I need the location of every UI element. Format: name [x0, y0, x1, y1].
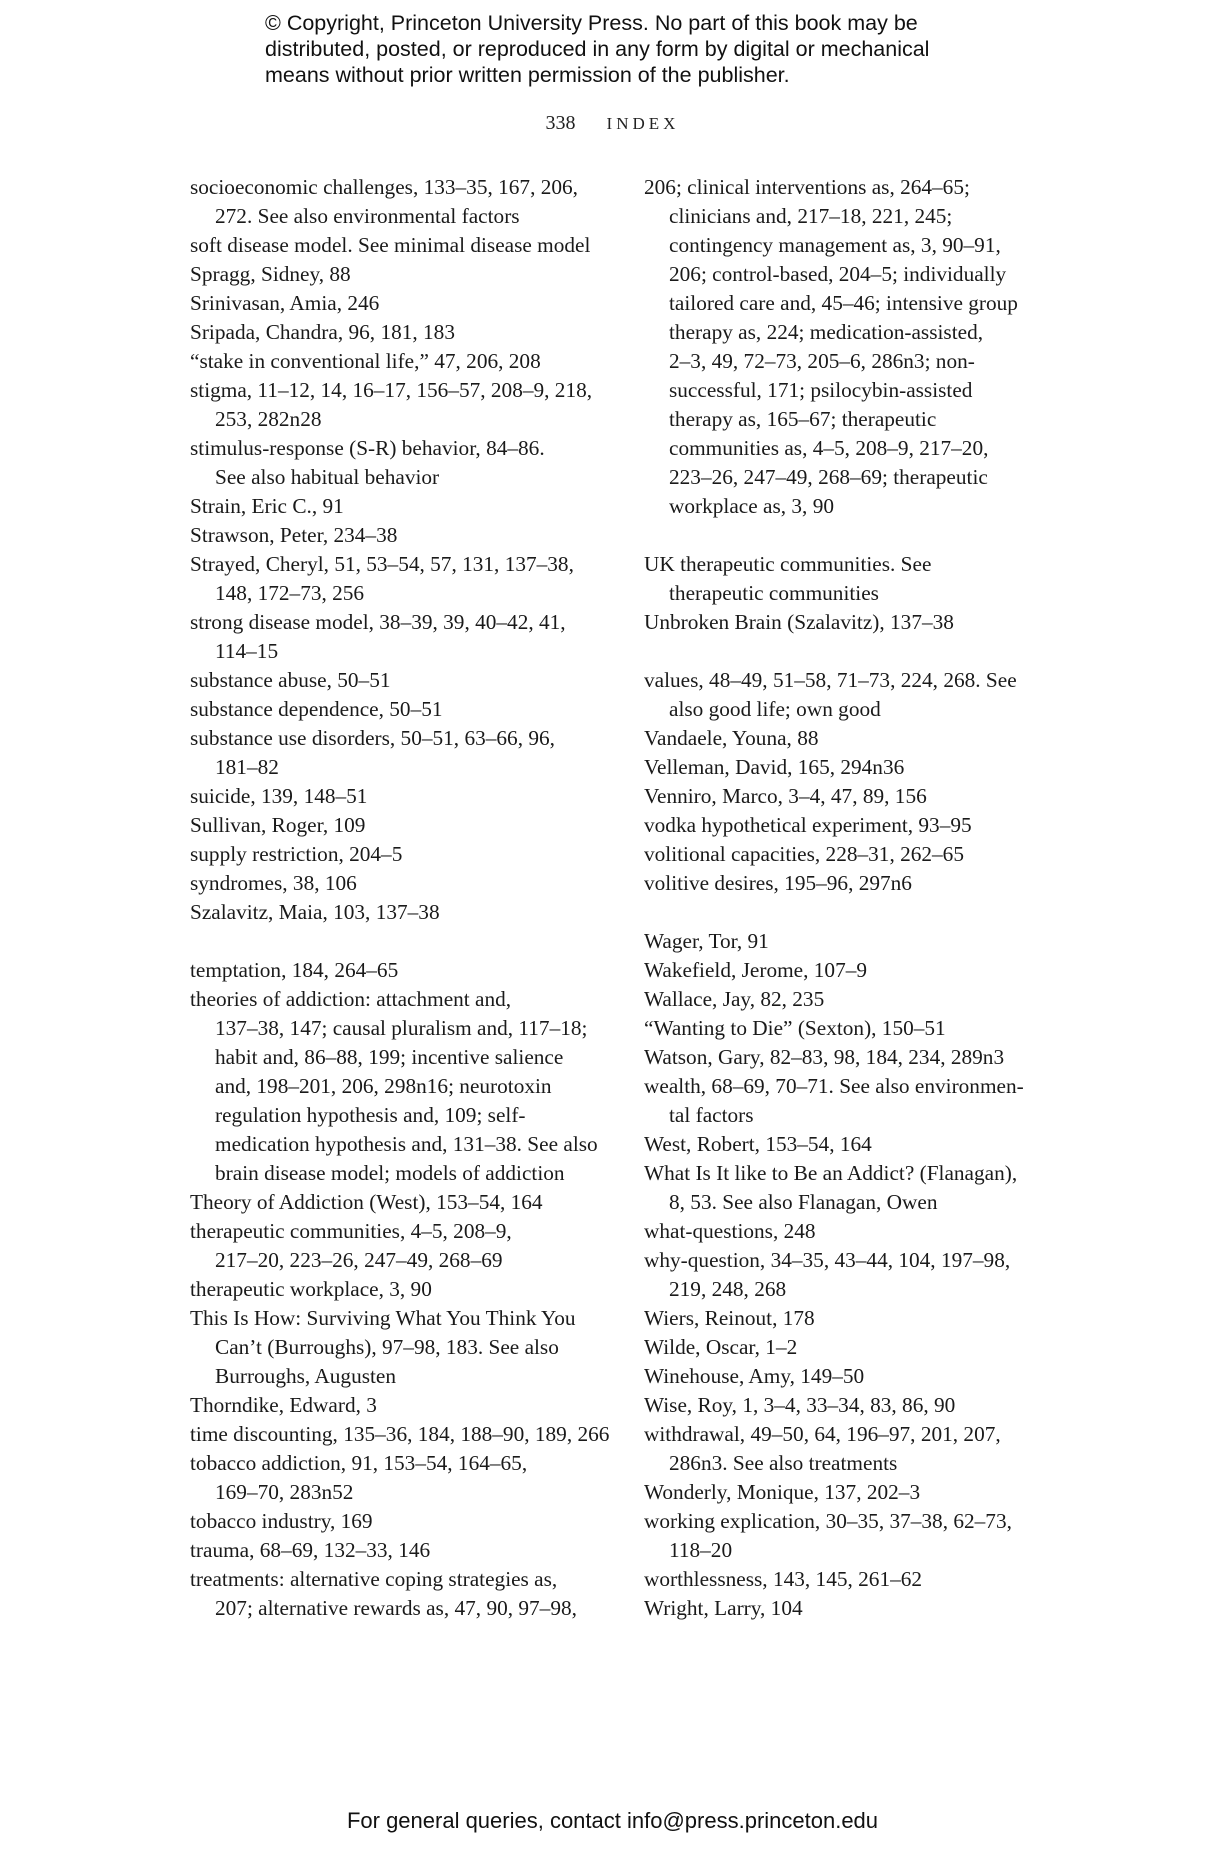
index-entry	[190, 724, 608, 782]
running-head	[0, 112, 1225, 135]
copyright-line: means without prior written permission of the publisher.	[265, 63, 790, 87]
index-entry-line: strong disease model, 38–39, 39, 40–42, 41,	[190, 610, 566, 634]
index-entry-continuation: workplace as, 3, 90	[669, 494, 834, 518]
index-entry	[190, 666, 608, 695]
index-entry-continuation: Can’t (Burroughs), 97–98, 183. See also	[215, 1335, 559, 1359]
index-entry	[644, 1043, 1062, 1072]
index-entry-line: time discounting, 135–36, 184, 188–90, 189, 266	[190, 1422, 610, 1446]
index-entry	[190, 1536, 608, 1565]
index-entry-line: Strawson, Peter, 234–38	[190, 523, 398, 547]
index-entry-continuation: regulation hypothesis and, 109; self-	[215, 1103, 526, 1127]
index-entry-line: substance abuse, 50–51	[190, 668, 391, 692]
index-entry-line: Wiers, Reinout, 178	[644, 1306, 815, 1330]
index-entry-continuation: therapy as, 165–67; therapeutic	[669, 407, 937, 431]
index-entry-line: syndromes, 38, 106	[190, 871, 357, 895]
footer-contact: For general queries, contact info@press.princeton.edu	[346, 1808, 879, 1833]
index-entry-line: tobacco industry, 169	[190, 1509, 373, 1533]
index-entry	[190, 492, 608, 521]
index-entry-continuation: 181–82	[215, 755, 279, 779]
index-entry	[644, 666, 1062, 724]
index-entry-continuation: 169–70, 283n52	[215, 1480, 354, 1504]
index-entry-continuation: tal factors	[669, 1103, 754, 1127]
index-entry	[644, 927, 1062, 956]
index-entry-line: Szalavitz, Maia, 103, 137–38	[190, 900, 440, 924]
index-entry-line: trauma, 68–69, 132–33, 146	[190, 1538, 431, 1562]
index-entry	[190, 260, 608, 289]
index-entry-continuation: 8, 53. See also Flanagan, Owen	[669, 1190, 938, 1214]
index-entry	[190, 231, 608, 260]
index-entry-line: Spragg, Sidney, 88	[190, 262, 351, 286]
index-entry	[190, 1420, 608, 1449]
index-entry	[644, 1333, 1062, 1362]
index-entry-continuation: 223–26, 247–49, 268–69; therapeutic	[669, 465, 988, 489]
index-entry	[190, 1507, 608, 1536]
index-entry	[644, 1217, 1062, 1246]
index-entry-line: worthlessness, 143, 145, 261–62	[644, 1567, 923, 1591]
index-entry-continuation: 207; alternative rewards as, 47, 90, 97–98,	[215, 1596, 577, 1620]
index-entry-line: What Is It like to Be an Addict? (Flanagan),	[644, 1161, 1018, 1185]
index-entry	[644, 1362, 1062, 1391]
index-entry	[190, 985, 608, 1188]
index-entry-continuation: 148, 172–73, 256	[215, 581, 365, 605]
letter-group-gap	[644, 521, 1062, 550]
index-entry	[190, 811, 608, 840]
copyright-notice	[265, 10, 1025, 88]
index-entry	[644, 1391, 1062, 1420]
index-entry-line: West, Robert, 153–54, 164	[644, 1132, 872, 1156]
index-entry-line: 206; clinical interventions as, 264–65;	[644, 175, 970, 199]
index-entry-line: Wright, Larry, 104	[644, 1596, 803, 1620]
index-entry-continuation: 114–15	[215, 639, 279, 663]
index-entry-continuation: 272. See also environmental factors	[215, 204, 520, 228]
index-entry-continuation: 206; control-based, 204–5; individually	[669, 262, 1007, 286]
index-entry	[644, 550, 1062, 608]
index-entry-line: substance dependence, 50–51	[190, 697, 443, 721]
index-entry-continuation: clinicians and, 217–18, 221, 245;	[669, 204, 953, 228]
index-entry-line: stigma, 11–12, 14, 16–17, 156–57, 208–9, 218,	[190, 378, 593, 402]
index-entry	[190, 695, 608, 724]
index-entry-continuation: See also habitual behavior	[215, 465, 440, 489]
index-entry	[190, 1304, 608, 1391]
index-entry	[190, 347, 608, 376]
index-entry	[190, 840, 608, 869]
index-entry-line: Thorndike, Edward, 3	[190, 1393, 377, 1417]
index-entry	[644, 1565, 1062, 1594]
index-entry-line: Strayed, Cheryl, 51, 53–54, 57, 131, 137–38,	[190, 552, 574, 576]
index-entry-line: Winehouse, Amy, 149–50	[644, 1364, 865, 1388]
index-entry-line: UK therapeutic communities. See	[644, 552, 932, 576]
index-entry-continuation: 217–20, 223–26, 247–49, 268–69	[215, 1248, 503, 1272]
index-column-left	[190, 173, 608, 1623]
letter-group-gap	[190, 927, 608, 956]
letter-group-gap	[644, 637, 1062, 666]
index-entry-line: Wager, Tor, 91	[644, 929, 769, 953]
index-entry-continuation: brain disease model; models of addiction	[215, 1161, 565, 1185]
index-entry-continuation: communities as, 4–5, 208–9, 217–20,	[669, 436, 989, 460]
index-entry-line: Wakefield, Jerome, 107–9	[644, 958, 868, 982]
index-entry	[190, 869, 608, 898]
index-entry	[644, 1594, 1062, 1623]
index-entry	[644, 985, 1062, 1014]
index-entry-line: Srinivasan, Amia, 246	[190, 291, 380, 315]
index-entry	[644, 724, 1062, 753]
index-entry-continuation: contingency management as, 3, 90–91,	[669, 233, 1001, 257]
index-entry-line: This Is How: Surviving What You Think You	[190, 1306, 576, 1330]
index-entry-continuation: 2–3, 49, 72–73, 205–6, 286n3; non-	[669, 349, 975, 373]
index-entry	[190, 956, 608, 985]
index-entry-line: stimulus-response (S-R) behavior, 84–86.	[190, 436, 545, 460]
index-entry	[190, 1217, 608, 1275]
index-entry-line: suicide, 139, 148–51	[190, 784, 368, 808]
index-entry-line: therapeutic communities, 4–5, 208–9,	[190, 1219, 512, 1243]
index-entry-continuation: habit and, 86–88, 199; incentive salience	[215, 1045, 564, 1069]
index-entry	[190, 1449, 608, 1507]
index-entry-line: volitional capacities, 228–31, 262–65	[644, 842, 964, 866]
index-entry	[644, 840, 1062, 869]
index-entry-line: Velleman, David, 165, 294n36	[644, 755, 905, 779]
index-entry-line: values, 48–49, 51–58, 71–73, 224, 268. See	[644, 668, 1017, 692]
index-entry-line: volitive desires, 195–96, 297n6	[644, 871, 912, 895]
index-entry-continuation: 219, 248, 268	[669, 1277, 787, 1301]
index-entry-line: soft disease model. See minimal disease model	[190, 233, 591, 257]
index-entry	[644, 956, 1062, 985]
index-entry-line: withdrawal, 49–50, 64, 196–97, 201, 207,	[644, 1422, 1001, 1446]
index-entry	[644, 1130, 1062, 1159]
index-entry	[644, 1507, 1062, 1565]
index-entry-line: “stake in conventional life,” 47, 206, 208	[190, 349, 541, 373]
index-entry	[190, 289, 608, 318]
index-entry	[190, 898, 608, 927]
index-entry-line: theories of addiction: attachment and,	[190, 987, 512, 1011]
index-entry	[644, 608, 1062, 637]
index-entry	[644, 1246, 1062, 1304]
index-entry-line: why-question, 34–35, 43–44, 104, 197–98,	[644, 1248, 1011, 1272]
index-entry	[644, 869, 1062, 898]
index-entry-line: Unbroken Brain (Szalavitz), 137–38	[644, 610, 954, 634]
index-column-right	[644, 173, 1062, 1623]
section-title: INDEX	[606, 114, 680, 133]
index-entry-continuation: also good life; own good	[669, 697, 881, 721]
index-entry-line: tobacco addiction, 91, 153–54, 164–65,	[190, 1451, 528, 1475]
index-entry-line: treatments: alternative coping strategies as,	[190, 1567, 558, 1591]
index-entry-continuation: therapy as, 224; medication-assisted,	[669, 320, 984, 344]
index-entry-line: therapeutic workplace, 3, 90	[190, 1277, 432, 1301]
index-entry-line: what-questions, 248	[644, 1219, 816, 1243]
index-entry	[190, 782, 608, 811]
index-entry-line: Venniro, Marco, 3–4, 47, 89, 156	[644, 784, 927, 808]
index-entry-continuation: 253, 282n28	[215, 407, 322, 431]
index-entry-line: supply restriction, 204–5	[190, 842, 403, 866]
index-entry-continuation: medication hypothesis and, 131–38. See also	[215, 1132, 598, 1156]
index-entry	[190, 1391, 608, 1420]
index-entry-continuation: 137–38, 147; causal pluralism and, 117–18;	[215, 1016, 588, 1040]
letter-group-gap	[644, 898, 1062, 927]
index-entry	[190, 376, 608, 434]
index-entry-line: “Wanting to Die” (Sexton), 150–51	[644, 1016, 946, 1040]
index-entry-line: Theory of Addiction (West), 153–54, 164	[190, 1190, 543, 1214]
copyright-line: distributed, posted, or reproduced in any form by digital or mechanical	[265, 37, 930, 61]
index-entry	[644, 811, 1062, 840]
index-entry-line: Sullivan, Roger, 109	[190, 813, 366, 837]
index-entry	[190, 521, 608, 550]
index-entry	[644, 753, 1062, 782]
index-entry-line: working explication, 30–35, 37–38, 62–73,	[644, 1509, 1012, 1533]
index-entry-line: Wallace, Jay, 82, 235	[644, 987, 825, 1011]
index-entry	[190, 1188, 608, 1217]
index-entry-line: substance use disorders, 50–51, 63–66, 96,	[190, 726, 555, 750]
index-entry	[644, 1159, 1062, 1217]
index-entry-line: socioeconomic challenges, 133–35, 167, 206,	[190, 175, 578, 199]
index-entry-line: Watson, Gary, 82–83, 98, 184, 234, 289n3	[644, 1045, 1005, 1069]
index-entry	[190, 1275, 608, 1304]
index-entry-continuation: therapeutic communities	[669, 581, 879, 605]
index-entry	[190, 434, 608, 492]
index-entry-continuation: 118–20	[669, 1538, 733, 1562]
index-entry-line: Vandaele, Youna, 88	[644, 726, 819, 750]
index-entry	[644, 1014, 1062, 1043]
index-entry-continuation: Burroughs, Augusten	[215, 1364, 397, 1388]
index-entry	[644, 1072, 1062, 1130]
index-entry	[644, 1420, 1062, 1478]
page-number: 338	[545, 112, 576, 134]
index-entry-line: Sripada, Chandra, 96, 181, 183	[190, 320, 455, 344]
index-entry-line: Wonderly, Monique, 137, 202–3	[644, 1480, 921, 1504]
index-entry	[190, 550, 608, 608]
index-entry	[190, 318, 608, 347]
index-entry	[644, 173, 1062, 521]
index-entry-line: wealth, 68–69, 70–71. See also environmen-	[644, 1074, 1024, 1098]
index-entry-line: Wilde, Oscar, 1–2	[644, 1335, 798, 1359]
index-entry-continuation: 286n3. See also treatments	[669, 1451, 898, 1475]
index-entry	[644, 1478, 1062, 1507]
index-entry-continuation: and, 198–201, 206, 298n16; neurotoxin	[215, 1074, 552, 1098]
index-entry	[644, 1304, 1062, 1333]
index-entry	[190, 1565, 608, 1623]
index-entry-continuation: successful, 171; psilocybin-assisted	[669, 378, 973, 402]
index-entry	[644, 782, 1062, 811]
index-entry-line: Wise, Roy, 1, 3–4, 33–34, 83, 86, 90	[644, 1393, 956, 1417]
index-entry-line: temptation, 184, 264–65	[190, 958, 399, 982]
index-entry-line: vodka hypothetical experiment, 93–95	[644, 813, 972, 837]
copyright-line: © Copyright, Princeton University Press. No part of this book may be	[265, 11, 918, 35]
index-entry	[190, 173, 608, 231]
index-entry-continuation: tailored care and, 45–46; intensive group	[669, 291, 1018, 315]
index-entry	[190, 608, 608, 666]
index-entry-line: Strain, Eric C., 91	[190, 494, 344, 518]
